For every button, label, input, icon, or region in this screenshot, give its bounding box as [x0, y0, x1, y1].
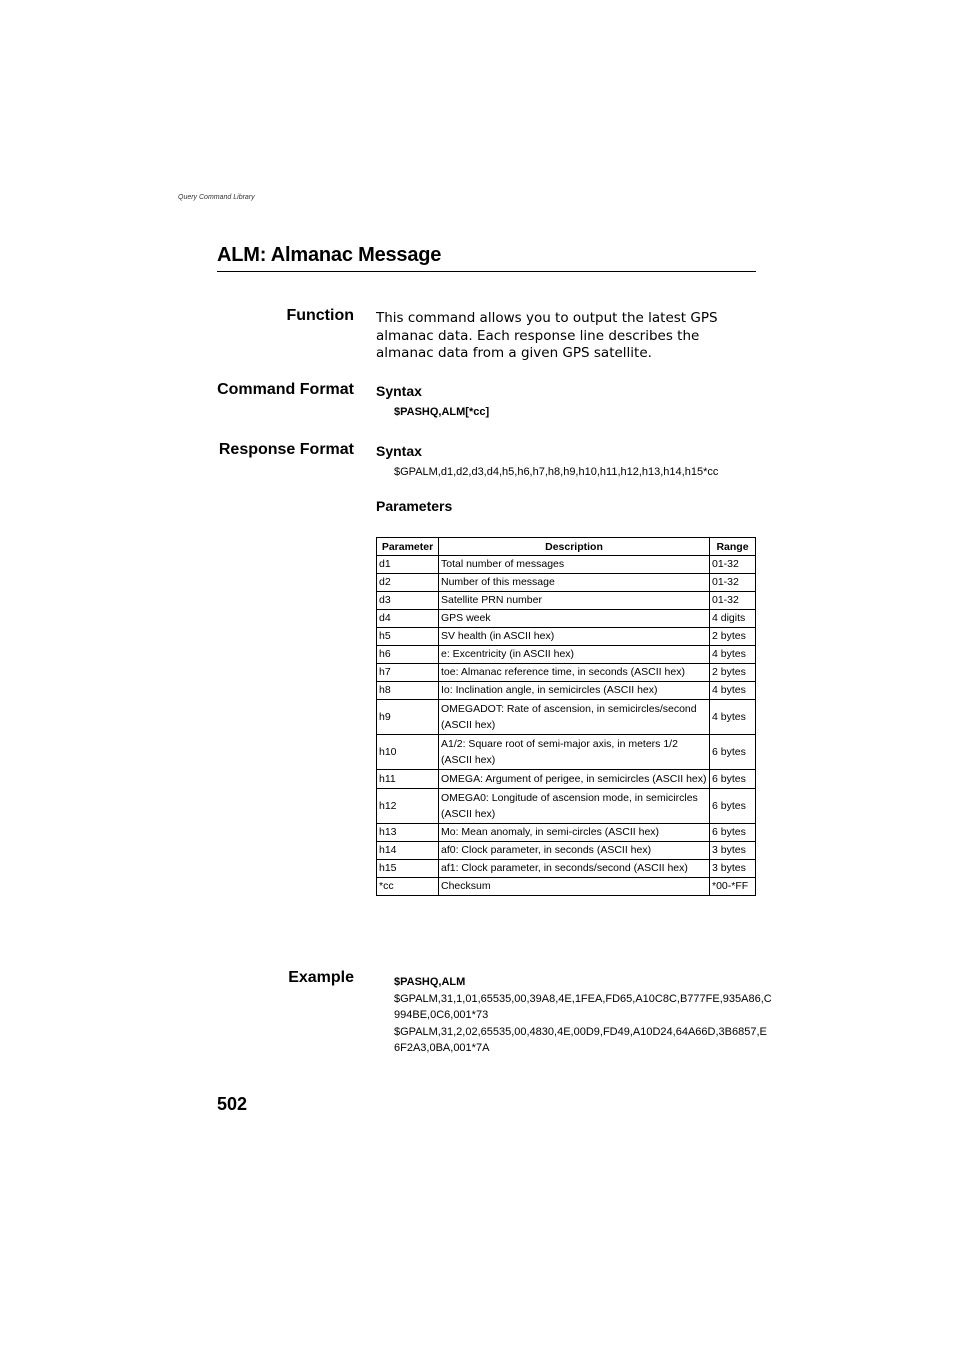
page-number: 502: [217, 1094, 248, 1114]
running-header: Query Command Library: [178, 194, 255, 201]
description-cell: Mo: Mean anomaly, in semi-circles (ASCII hex): [439, 824, 710, 842]
table-row: [377, 824, 756, 842]
table-row: [377, 610, 756, 628]
table-row: [377, 682, 756, 700]
description-cell: af1: Clock parameter, in seconds/second (ASCII hex): [439, 860, 710, 878]
parameter-cell: h7: [377, 664, 439, 682]
parameters-heading: Parameters: [376, 498, 453, 514]
table-row: [377, 592, 756, 610]
column-header-range: Range: [710, 538, 756, 556]
range-cell: 4 digits: [710, 610, 756, 628]
parameter-cell: *cc: [377, 878, 439, 896]
table-row: [377, 556, 756, 574]
table-row: [377, 664, 756, 682]
example-command: $PASHQ,ALM: [394, 976, 466, 988]
range-cell: 6 bytes: [710, 770, 756, 789]
table-row: [377, 700, 756, 735]
range-cell: 6 bytes: [710, 735, 756, 770]
command-format-label: Command Format: [217, 381, 354, 398]
parameter-cell: d4: [377, 610, 439, 628]
description-cell: GPS week: [439, 610, 710, 628]
response-format-label: Response Format: [218, 441, 354, 458]
column-header-description: Description: [439, 538, 710, 556]
description-cell: Number of this message: [439, 574, 710, 592]
range-cell: 2 bytes: [710, 664, 756, 682]
example-output-line: $GPALM,31,2,02,65535,00,4830,4E,00D9,FD49,A10D24,64A66D,3B6857,E: [394, 1025, 767, 1038]
title-rule: [217, 271, 756, 272]
parameter-cell: h15: [377, 860, 439, 878]
parameter-cell: h10: [377, 735, 439, 770]
description-cell: Total number of messages: [439, 556, 710, 574]
parameter-cell: h12: [377, 789, 439, 824]
parameter-cell: d3: [377, 592, 439, 610]
parameter-cell: d2: [377, 574, 439, 592]
description-cell: Satellite PRN number: [439, 592, 710, 610]
table-row: [377, 735, 756, 770]
example-output-line: 6F2A3,0BA,001*7A: [394, 1042, 490, 1054]
description-cell: toe: Almanac reference time, in seconds (ASCII hex): [439, 664, 710, 682]
description-cell: af0: Clock parameter, in seconds (ASCII hex): [439, 842, 710, 860]
description-cell: OMEGA0: Longitude of ascension mode, in semicircles (ASCII hex): [439, 789, 710, 824]
example-output-line: 994BE,0C6,001*73: [394, 1009, 489, 1021]
parameter-cell: h6: [377, 646, 439, 664]
table-row: [377, 646, 756, 664]
description-cell: OMEGADOT: Rate of ascension, in semicircles/second (ASCII hex): [439, 700, 710, 735]
column-header-parameter: Parameter: [377, 538, 439, 556]
range-cell: 01-32: [710, 574, 756, 592]
table-row: [377, 628, 756, 646]
parameter-cell: d1: [377, 556, 439, 574]
page-title: ALM: Almanac Message: [217, 244, 442, 266]
range-cell: 6 bytes: [710, 824, 756, 842]
range-cell: 4 bytes: [710, 646, 756, 664]
parameters-table: [376, 537, 756, 896]
table-header-row: [377, 538, 756, 556]
command-syntax-heading: Syntax: [376, 383, 422, 399]
table-row: [377, 789, 756, 824]
function-text: This command allows you to output the latest GPS almanac data. Each response line describes the almanac data from a given GPS satellite.: [376, 310, 718, 361]
parameter-cell: h5: [377, 628, 439, 646]
table-row: [377, 842, 756, 860]
parameter-cell: h8: [377, 682, 439, 700]
description-cell: Checksum: [439, 878, 710, 896]
range-cell: 6 bytes: [710, 789, 756, 824]
example-block: [394, 974, 772, 1057]
range-cell: 3 bytes: [710, 842, 756, 860]
parameter-cell: h9: [377, 700, 439, 735]
description-cell: A1/2: Square root of semi-major axis, in meters 1/2 (ASCII hex): [439, 735, 710, 770]
function-label: Function: [286, 307, 354, 324]
table-row: [377, 574, 756, 592]
range-cell: 01-32: [710, 592, 756, 610]
example-output-line: $GPALM,31,1,01,65535,00,39A8,4E,1FEA,FD65,A10C8C,B777FE,935A86,C: [394, 992, 772, 1005]
table-row: [377, 860, 756, 878]
parameter-cell: h13: [377, 824, 439, 842]
parameter-cell: h11: [377, 770, 439, 789]
range-cell: 4 bytes: [710, 700, 756, 735]
response-syntax: $GPALM,d1,d2,d3,d4,h5,h6,h7,h8,h9,h10,h11,h12,h13,h14,h15*cc: [394, 466, 719, 478]
description-cell: Io: Inclination angle, in semicircles (ASCII hex): [439, 682, 710, 700]
description-cell: e: Excentricity (in ASCII hex): [439, 646, 710, 664]
command-syntax: $PASHQ,ALM[*cc]: [394, 406, 490, 418]
range-cell: 3 bytes: [710, 860, 756, 878]
range-cell: 01-32: [710, 556, 756, 574]
response-syntax-heading: Syntax: [376, 443, 422, 459]
range-cell: *00-*FF: [710, 878, 756, 896]
table-row: [377, 770, 756, 789]
range-cell: 2 bytes: [710, 628, 756, 646]
table-row: [377, 878, 756, 896]
description-cell: OMEGA: Argument of perigee, in semicircles (ASCII hex): [439, 770, 710, 789]
parameter-cell: h14: [377, 842, 439, 860]
range-cell: 4 bytes: [710, 682, 756, 700]
description-cell: SV health (in ASCII hex): [439, 628, 710, 646]
example-label: Example: [288, 969, 354, 986]
